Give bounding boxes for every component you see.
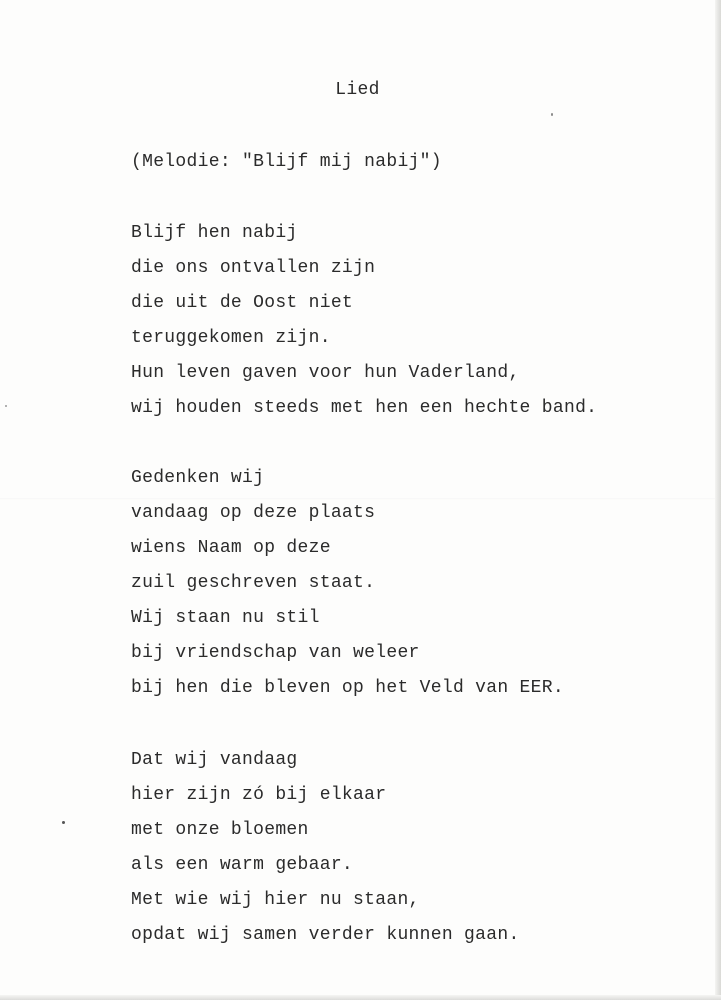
stanza-1-line-5: Hun leven gaven voor hun Vaderland, bbox=[131, 363, 520, 383]
stanza-3-line-3: met onze bloemen bbox=[131, 820, 309, 840]
stanza-2-line-4: zuil geschreven staat. bbox=[131, 573, 376, 593]
paper-fold bbox=[0, 498, 721, 500]
melody-note: (Melodie: "Blijf mij nabij") bbox=[131, 152, 442, 172]
stanza-3-line-1: Dat wij vandaag bbox=[131, 750, 298, 770]
page-edge-bottom bbox=[0, 995, 721, 1000]
stanza-1-line-3: die uit de Oost niet bbox=[131, 293, 354, 313]
stanza-3-line-2: hier zijn zó bij elkaar bbox=[131, 785, 387, 805]
paper-speck bbox=[551, 113, 553, 116]
stanza-1-line-6: wij houden steeds met hen een hechte band. bbox=[131, 398, 598, 418]
stanza-3-line-6: opdat wij samen verder kunnen gaan. bbox=[131, 925, 520, 945]
song-title: Lied bbox=[335, 80, 380, 100]
stanza-2-line-6: bij vriendschap van weleer bbox=[131, 643, 420, 663]
stanza-1-line-4: teruggekomen zijn. bbox=[131, 328, 331, 348]
page-edge-right bbox=[715, 0, 721, 1000]
stanza-3-line-5: Met wie wij hier nu staan, bbox=[131, 890, 420, 910]
paper-speck bbox=[5, 405, 7, 407]
stanza-1-line-2: die ons ontvallen zijn bbox=[131, 258, 376, 278]
stanza-2-line-5: Wij staan nu stil bbox=[131, 608, 320, 628]
paper-speck bbox=[62, 821, 65, 824]
stanza-1-line-1: Blijf hen nabij bbox=[131, 223, 298, 243]
stanza-2-line-3: wiens Naam op deze bbox=[131, 538, 331, 558]
stanza-2-line-7: bij hen die bleven op het Veld van EER. bbox=[131, 678, 564, 698]
stanza-3-line-4: als een warm gebaar. bbox=[131, 855, 354, 875]
stanza-2-line-1: Gedenken wij bbox=[131, 468, 265, 488]
stanza-2-line-2: vandaag op deze plaats bbox=[131, 503, 376, 523]
